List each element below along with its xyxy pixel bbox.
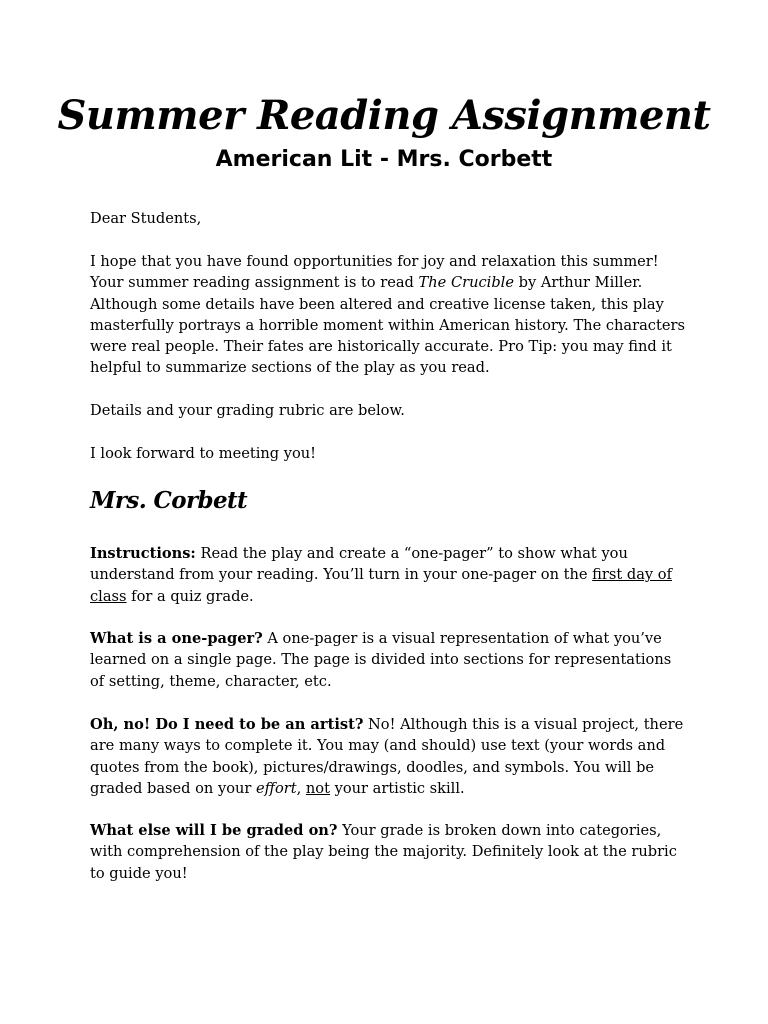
graded-heading: What else will I be graded on? <box>90 822 338 839</box>
intro-text-1: I hope that you have found opportunities for joy and relaxation this summer! Your summer reading assignment is to read <box>90 253 659 292</box>
first-day-of-class: first day of class <box>90 566 672 605</box>
intro-text-2: by Arthur Miller. Although some details have been altered and creative license taken, this play masterfully portrays a horrible moment within American history. The characters were real people. Their fates are historically accurate. Pro Tip: you may find it helpful to summarize sections of the play as you read. <box>90 274 685 377</box>
instructions-paragraph <box>90 543 690 607</box>
book-title: The Crucible <box>418 274 514 292</box>
greeting: Dear Students, <box>90 210 202 227</box>
one-pager-text: A one-pager is a visual representation of what you’ve learned on a single page. The page is divided into sections for representations of setting, theme, character, etc. <box>90 630 672 690</box>
artist-heading: Oh, no! Do I need to be an artist? <box>90 716 364 733</box>
document-title: Summer Reading Assignment <box>57 92 711 139</box>
one-pager-heading: What is a one-pager? <box>90 630 263 647</box>
one-pager-paragraph <box>90 628 690 692</box>
artist-comma: , <box>296 779 306 797</box>
document-subtitle: American Lit - Mrs. Corbett <box>215 147 553 172</box>
artist-paragraph <box>90 714 690 799</box>
instructions-text-2: for a quiz grade. <box>126 587 254 605</box>
instructions-heading: Instructions: <box>90 545 196 562</box>
effort-word: effort <box>256 779 297 797</box>
artist-text-2: your artistic skill. <box>329 779 465 797</box>
graded-paragraph <box>90 820 690 884</box>
not-word: not <box>305 779 330 797</box>
intro-paragraph <box>90 251 690 379</box>
closing-line: I look forward to meeting you! <box>90 445 317 462</box>
artist-text-1: No! Although this is a visual project, there are many ways to complete it. You may (and should) use text (your words and quotes from the book), pictures/drawings, doodles, and symbols. You will be graded based on your <box>90 716 684 797</box>
details-line: Details and your grading rubric are below. <box>90 402 405 419</box>
graded-text: Your grade is broken down into categories, with comprehension of the play being the majority. Definitely look at the rubric to guide you! <box>90 822 677 882</box>
instructions-text-1: Read the play and create a “one-pager” to show what you understand from your reading. You’ll turn in your one-pager on the <box>90 545 628 584</box>
signature: Mrs. Corbett <box>90 487 248 514</box>
